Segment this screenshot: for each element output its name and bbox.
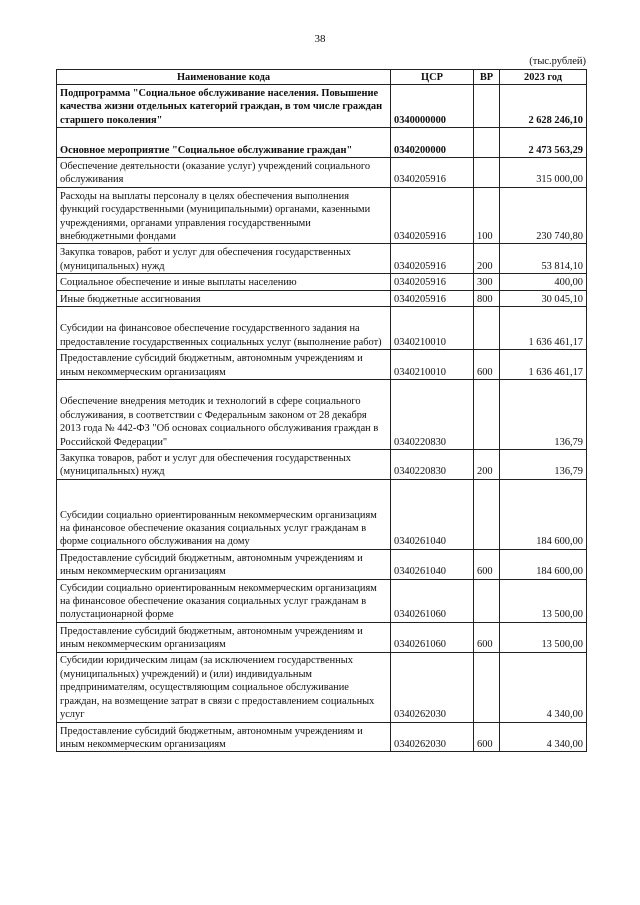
row-vr-cell [474, 128, 500, 158]
table-row [57, 622, 587, 652]
table-row [57, 579, 587, 622]
row-csr-cell: 0340000000 [391, 85, 474, 128]
units-label: (тыс.рублей) [529, 56, 586, 67]
row-vr-cell [474, 306, 500, 349]
row-name-cell: Субсидии на финансовое обеспечение государственного задания на предоставление государственных социальных услуг (выполнение работ) [57, 306, 391, 349]
row-sum-cell: 400,00 [500, 274, 587, 290]
table-row [57, 350, 587, 380]
row-csr-cell: 0340200000 [391, 128, 474, 158]
row-vr-cell: 600 [474, 622, 500, 652]
row-csr-cell: 0340205916 [391, 244, 474, 274]
table-row [57, 244, 587, 274]
row-name-cell: Закупка товаров, работ и услуг для обеспечения государственных (муниципальных) нужд [57, 449, 391, 479]
header-csr: ЦСР [391, 70, 474, 85]
row-sum-cell: 2 473 563,29 [500, 128, 587, 158]
row-name-cell: Предоставление субсидий бюджетным, автономным учреждениям и иным некоммерческим организациям [57, 722, 391, 752]
row-vr-cell: 600 [474, 549, 500, 579]
row-sum-cell: 30 045,10 [500, 290, 587, 306]
row-name-cell: Субсидии юридическим лицам (за исключением государственных (муниципальных) учреждений) и (или) индивидуальным предпринимателям, осуществляющим социальное обслуживание граждан, на возмещение затрат в связи с предоставлением социальных услуг [57, 652, 391, 722]
row-sum-cell: 315 000,00 [500, 157, 587, 187]
row-csr-cell: 0340262030 [391, 652, 474, 722]
budget-table [56, 69, 587, 752]
header-name: Наименование кода [57, 70, 391, 85]
row-sum-cell: 13 500,00 [500, 579, 587, 622]
table-row [57, 549, 587, 579]
table-row [57, 379, 587, 449]
row-sum-cell: 1 636 461,17 [500, 350, 587, 380]
table-row [57, 85, 587, 128]
row-vr-cell: 600 [474, 350, 500, 380]
row-sum-cell: 13 500,00 [500, 622, 587, 652]
row-sum-cell: 2 628 246,10 [500, 85, 587, 128]
row-name-cell: Социальное обеспечение и иные выплаты населению [57, 274, 391, 290]
row-name-cell: Обеспечение внедрения методик и технологий в сфере социального обслуживания, в соответствии с Федеральным законом от 28 декабря 2013 года № 442-ФЗ "Об основах социального обслуживания граждан в Российской Федерации" [57, 379, 391, 449]
row-sum-cell: 184 600,00 [500, 549, 587, 579]
row-vr-cell: 200 [474, 449, 500, 479]
row-csr-cell: 0340205916 [391, 157, 474, 187]
row-name-cell: Предоставление субсидий бюджетным, автономным учреждениям и иным некоммерческим организациям [57, 549, 391, 579]
table-row [57, 274, 587, 290]
row-csr-cell: 0340205916 [391, 187, 474, 244]
row-sum-cell: 1 636 461,17 [500, 306, 587, 349]
page-number: 38 [314, 33, 326, 45]
row-vr-cell [474, 379, 500, 449]
table-row [57, 306, 587, 349]
row-name-cell: Закупка товаров, работ и услуг для обеспечения государственных (муниципальных) нужд [57, 244, 391, 274]
row-csr-cell: 0340210010 [391, 306, 474, 349]
row-vr-cell: 600 [474, 722, 500, 752]
row-csr-cell: 0340261060 [391, 622, 474, 652]
row-name-cell: Субсидии социально ориентированным некоммерческим организациям на финансовое обеспечение оказания социальных услуг гражданам в форме социального обслуживания на дому [57, 479, 391, 549]
row-vr-cell: 800 [474, 290, 500, 306]
row-vr-cell [474, 479, 500, 549]
row-name-cell: Основное мероприятие "Социальное обслуживание граждан" [57, 128, 391, 158]
row-csr-cell: 0340261060 [391, 579, 474, 622]
row-csr-cell: 0340210010 [391, 350, 474, 380]
row-name-cell: Субсидии социально ориентированным некоммерческим организациям на финансовое обеспечение оказания социальных услуг гражданам в полустационарной форме [57, 579, 391, 622]
row-sum-cell: 4 340,00 [500, 722, 587, 752]
row-name-cell: Обеспечение деятельности (оказание услуг) учреждений социального обслуживания [57, 157, 391, 187]
row-csr-cell: 0340205916 [391, 290, 474, 306]
row-sum-cell: 53 814,10 [500, 244, 587, 274]
row-vr-cell: 300 [474, 274, 500, 290]
table-row [57, 187, 587, 244]
row-vr-cell [474, 579, 500, 622]
row-csr-cell: 0340220830 [391, 449, 474, 479]
row-sum-cell: 230 740,80 [500, 187, 587, 244]
row-vr-cell: 200 [474, 244, 500, 274]
table-row [57, 479, 587, 549]
table-row [57, 128, 587, 158]
row-csr-cell: 0340262030 [391, 722, 474, 752]
row-csr-cell: 0340220830 [391, 379, 474, 449]
row-sum-cell: 136,79 [500, 379, 587, 449]
header-sum: 2023 год [500, 70, 587, 85]
table-row [57, 290, 587, 306]
row-vr-cell [474, 652, 500, 722]
table-body [57, 85, 587, 752]
row-name-cell: Предоставление субсидий бюджетным, автономным учреждениям и иным некоммерческим организациям [57, 350, 391, 380]
row-name-cell: Подпрограмма "Социальное обслуживание населения. Повышение качества жизни отдельных категорий граждан, в том числе граждан старшего поколения" [57, 85, 391, 128]
table-row [57, 449, 587, 479]
row-csr-cell: 0340261040 [391, 549, 474, 579]
row-csr-cell: 0340205916 [391, 274, 474, 290]
header-vr: ВР [474, 70, 500, 85]
table-header-row [57, 70, 587, 85]
row-vr-cell [474, 157, 500, 187]
row-sum-cell: 4 340,00 [500, 652, 587, 722]
table-row [57, 722, 587, 752]
table-row [57, 652, 587, 722]
row-name-cell: Иные бюджетные ассигнования [57, 290, 391, 306]
row-sum-cell: 184 600,00 [500, 479, 587, 549]
row-name-cell: Предоставление субсидий бюджетным, автономным учреждениям и иным некоммерческим организациям [57, 622, 391, 652]
row-name-cell: Расходы на выплаты персоналу в целях обеспечения выполнения функций государственными (муниципальными) органами, казенными учреждениями, органами управления государственными внебюджетными фондами [57, 187, 391, 244]
row-vr-cell: 100 [474, 187, 500, 244]
table-row [57, 157, 587, 187]
row-vr-cell [474, 85, 500, 128]
row-csr-cell: 0340261040 [391, 479, 474, 549]
row-sum-cell: 136,79 [500, 449, 587, 479]
